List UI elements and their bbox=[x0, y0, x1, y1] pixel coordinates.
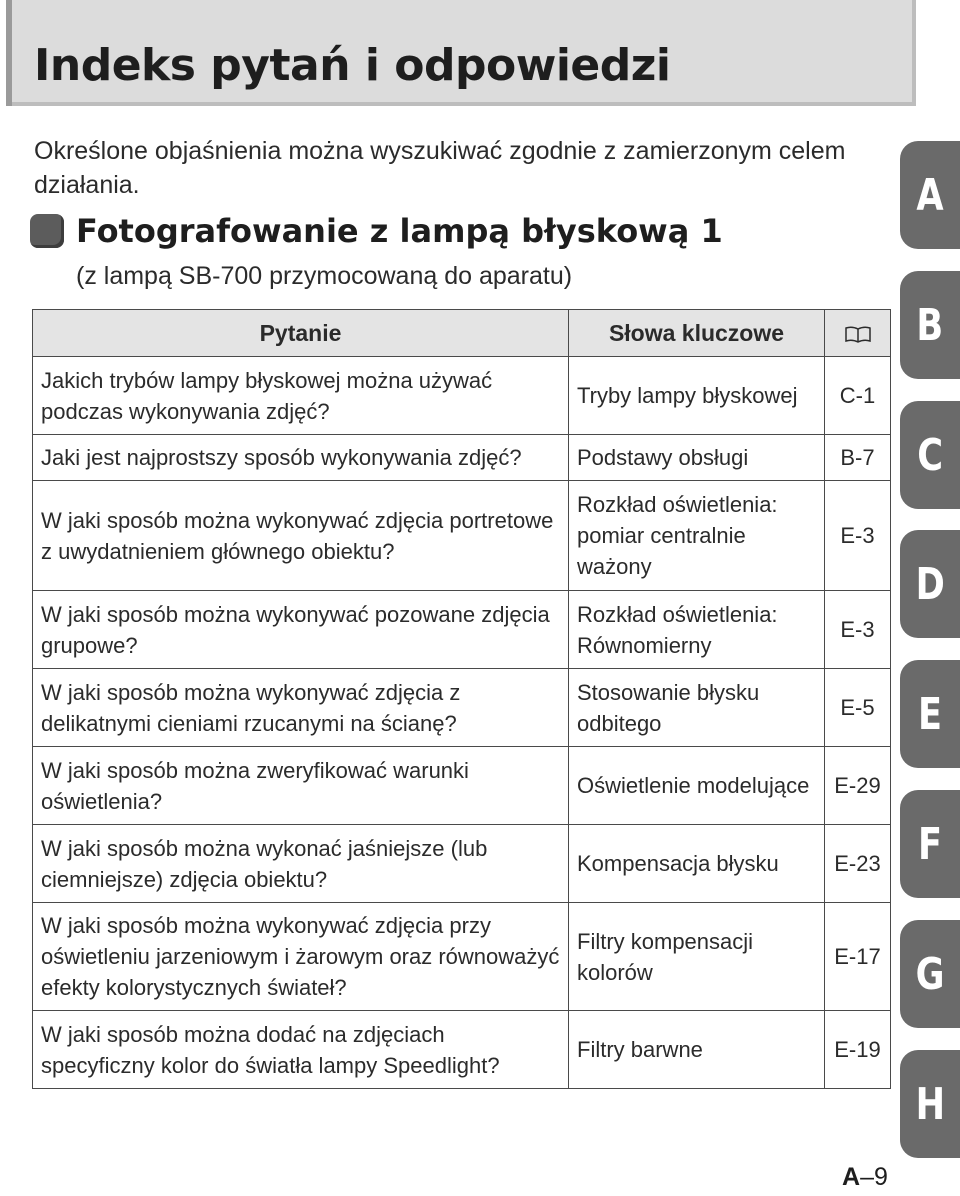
question-cell: W jaki sposób można wykonywać zdjęcia portretowe z uwydatnieniem głównego obiektu? bbox=[33, 481, 569, 591]
title-bar-edge bbox=[6, 0, 12, 106]
qa-table bbox=[32, 309, 891, 1089]
page-ref-cell: B-7 bbox=[825, 435, 891, 481]
tab-g[interactable] bbox=[900, 920, 960, 1028]
header-keywords: Słowa kluczowe bbox=[569, 310, 825, 357]
table-row bbox=[33, 357, 891, 435]
section-heading bbox=[30, 212, 723, 250]
book-icon bbox=[845, 325, 871, 343]
table-row bbox=[33, 747, 891, 825]
section-subtitle: (z lampą SB-700 przymocowaną do aparatu) bbox=[76, 262, 573, 290]
keywords-cell: Oświetlenie modelujące bbox=[569, 747, 825, 825]
question-cell: W jaki sposób można wykonywać zdjęcia z delikatnymi cieniami rzucanymi na ścianę? bbox=[33, 669, 569, 747]
tab-label: C bbox=[917, 429, 943, 481]
page-number bbox=[842, 1163, 888, 1192]
table-header-row bbox=[33, 310, 891, 357]
tab-f[interactable] bbox=[900, 790, 960, 898]
keywords-cell: Rozkład oświetlenia: Równomierny bbox=[569, 591, 825, 669]
table-row bbox=[33, 825, 891, 903]
tab-h[interactable] bbox=[900, 1050, 960, 1158]
keywords-cell: Filtry barwne bbox=[569, 1011, 825, 1089]
keywords-cell: Rozkład oświetlenia: pomiar centralnie ważony bbox=[569, 481, 825, 591]
page-ref-cell: E-3 bbox=[825, 481, 891, 591]
page-ref-cell: E-17 bbox=[825, 903, 891, 1011]
tab-c[interactable] bbox=[900, 401, 960, 509]
tab-label: E bbox=[917, 688, 943, 740]
page-letter: A bbox=[842, 1163, 861, 1191]
table-row bbox=[33, 591, 891, 669]
page-number-value: –9 bbox=[860, 1163, 888, 1191]
keywords-cell: Kompensacja błysku bbox=[569, 825, 825, 903]
section-title: Fotografowanie z lampą błyskową 1 bbox=[76, 212, 723, 250]
tab-a[interactable] bbox=[900, 141, 960, 249]
tab-d[interactable] bbox=[900, 530, 960, 638]
square-bullet-icon bbox=[30, 214, 64, 248]
question-cell: Jakich trybów lampy błyskowej można używać podczas wykonywania zdjęć? bbox=[33, 357, 569, 435]
question-cell: W jaki sposób można wykonywać pozowane zdjęcia grupowe? bbox=[33, 591, 569, 669]
tab-label: G bbox=[915, 948, 945, 1000]
question-cell: W jaki sposób można wykonywać zdjęcia przy oświetleniu jarzeniowym i żarowym oraz równoważyć efekty kolorystycznych świateł? bbox=[33, 903, 569, 1011]
tab-e[interactable] bbox=[900, 660, 960, 768]
keywords-cell: Podstawy obsługi bbox=[569, 435, 825, 481]
page-ref-cell: E-29 bbox=[825, 747, 891, 825]
page-ref-cell: E-3 bbox=[825, 591, 891, 669]
tab-b[interactable] bbox=[900, 271, 960, 379]
tab-label: H bbox=[915, 1078, 945, 1130]
question-cell: Jaki jest najprostszy sposób wykonywania zdjęć? bbox=[33, 435, 569, 481]
question-cell: W jaki sposób można dodać na zdjęciach specyficzny kolor do światła lampy Speedlight? bbox=[33, 1011, 569, 1089]
table-row bbox=[33, 669, 891, 747]
table-row bbox=[33, 1011, 891, 1089]
question-cell: W jaki sposób można wykonać jaśniejsze (lub ciemniejsze) zdjęcia obiektu? bbox=[33, 825, 569, 903]
header-question: Pytanie bbox=[33, 310, 569, 357]
page-title: Indeks pytań i odpowiedzi bbox=[34, 40, 671, 91]
page-ref-cell: E-19 bbox=[825, 1011, 891, 1089]
table-row bbox=[33, 903, 891, 1011]
tab-label: B bbox=[916, 299, 944, 351]
keywords-cell: Filtry kompensacji kolorów bbox=[569, 903, 825, 1011]
question-cell: W jaki sposób można zweryfikować warunki oświetlenia? bbox=[33, 747, 569, 825]
tab-label: D bbox=[915, 558, 945, 610]
header-page bbox=[825, 310, 891, 357]
page-ref-cell: E-23 bbox=[825, 825, 891, 903]
page-ref-cell: C-1 bbox=[825, 357, 891, 435]
intro-text: Określone objaśnienia można wyszukiwać zgodnie z zamierzonym celem działania. bbox=[34, 137, 846, 199]
table-row bbox=[33, 481, 891, 591]
page-ref-cell: E-5 bbox=[825, 669, 891, 747]
table-row bbox=[33, 435, 891, 481]
tab-label: F bbox=[917, 818, 943, 870]
tab-label: A bbox=[916, 169, 944, 221]
keywords-cell: Tryby lampy błyskowej bbox=[569, 357, 825, 435]
keywords-cell: Stosowanie błysku odbitego bbox=[569, 669, 825, 747]
